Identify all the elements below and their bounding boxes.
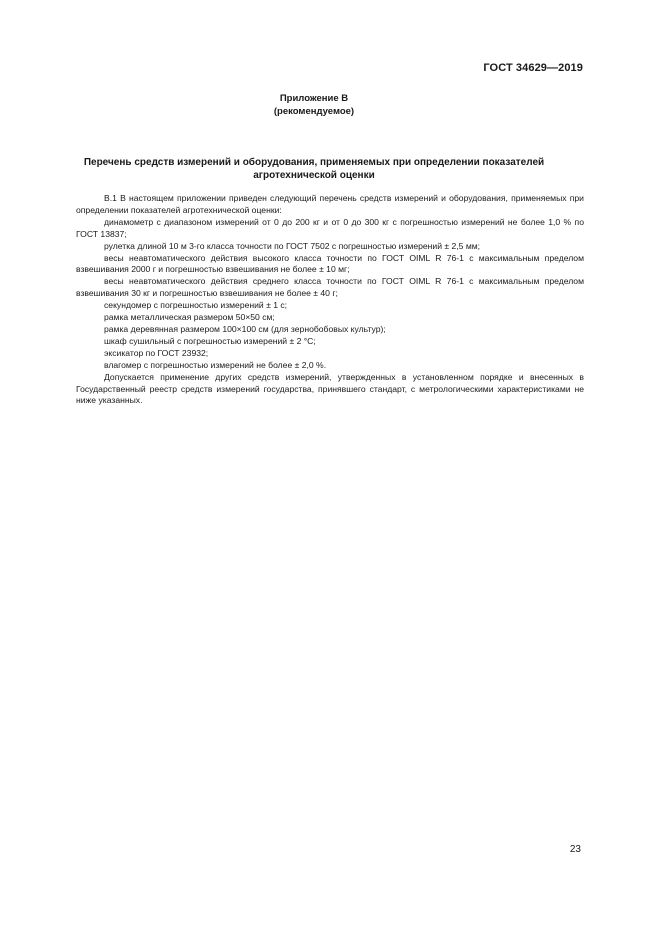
appendix-title: Приложение В: [279, 93, 349, 104]
list-item-stopwatch: секундомер с погрешностью измерений ± 1 с;: [104, 300, 288, 311]
paragraph-closing: Допускается применение других средств измерений, утвержденных в установленном порядке и внесенных в Государственный реестр средств измерений государства, принявшего стандарт, с метрологическими характеристиками не ниже указанных.: [76, 371, 584, 406]
list-item-drying-cabinet: шкаф сушильный с погрешностью измерений ± 2 °С;: [104, 335, 316, 346]
body-text: [76, 193, 584, 407]
page-number: 23: [569, 844, 581, 855]
section-title-line-1: Перечень средств измерений и оборудования, применяемых при определении показателей: [83, 157, 545, 168]
list-item-dynamometer: динамометр с диапазоном измерений от 0 до 200 кг и от 0 до 300 кг с погрешностью измерений не более 1,0 % по ГОСТ 13837;: [76, 216, 584, 239]
list-item-moisture-meter: влагомер с погрешностью измерений не более ± 2,0 %.: [104, 359, 327, 370]
list-item-wooden-frame: рамка деревянная размером 100×100 см (для зернобобовых культур);: [104, 323, 386, 334]
paragraph-intro: В.1 В настоящем приложении приведен следующий перечень средств измерений и оборудования, применяемых при определении показателей агротехнической оценки:: [76, 193, 584, 215]
list-item-scales-high: весы неавтоматического действия высокого класса точности по ГОСТ OIML R 76-1 с максимальным пределом взвешивания 2000 г и погрешностью взвешивания не более ± 10 мг;: [76, 252, 584, 275]
list-item-tape-measure: рулетка длиной 10 м 3-го класса точности по ГОСТ 7502 с погрешностью измерений ± 2,5 мм;: [104, 240, 481, 251]
list-item-metal-frame: рамка металлическая размером 50×50 см;: [104, 312, 275, 323]
document-code: ГОСТ 34629—2019: [483, 62, 583, 74]
section-title: [50, 156, 578, 182]
list-item-desiccator: эксикатор по ГОСТ 23932;: [104, 347, 209, 358]
section-title-line-2: агротехнической оценки: [253, 170, 375, 181]
appendix-heading: [0, 92, 628, 118]
appendix-status: (рекомендуемое): [273, 106, 355, 117]
list-item-scales-medium: весы неавтоматического действия среднего класса точности по ГОСТ OIML R 76-1 с максимальным пределом взвешивания 30 кг и погрешностью взвешивания не более ± 40 г;: [76, 276, 584, 299]
